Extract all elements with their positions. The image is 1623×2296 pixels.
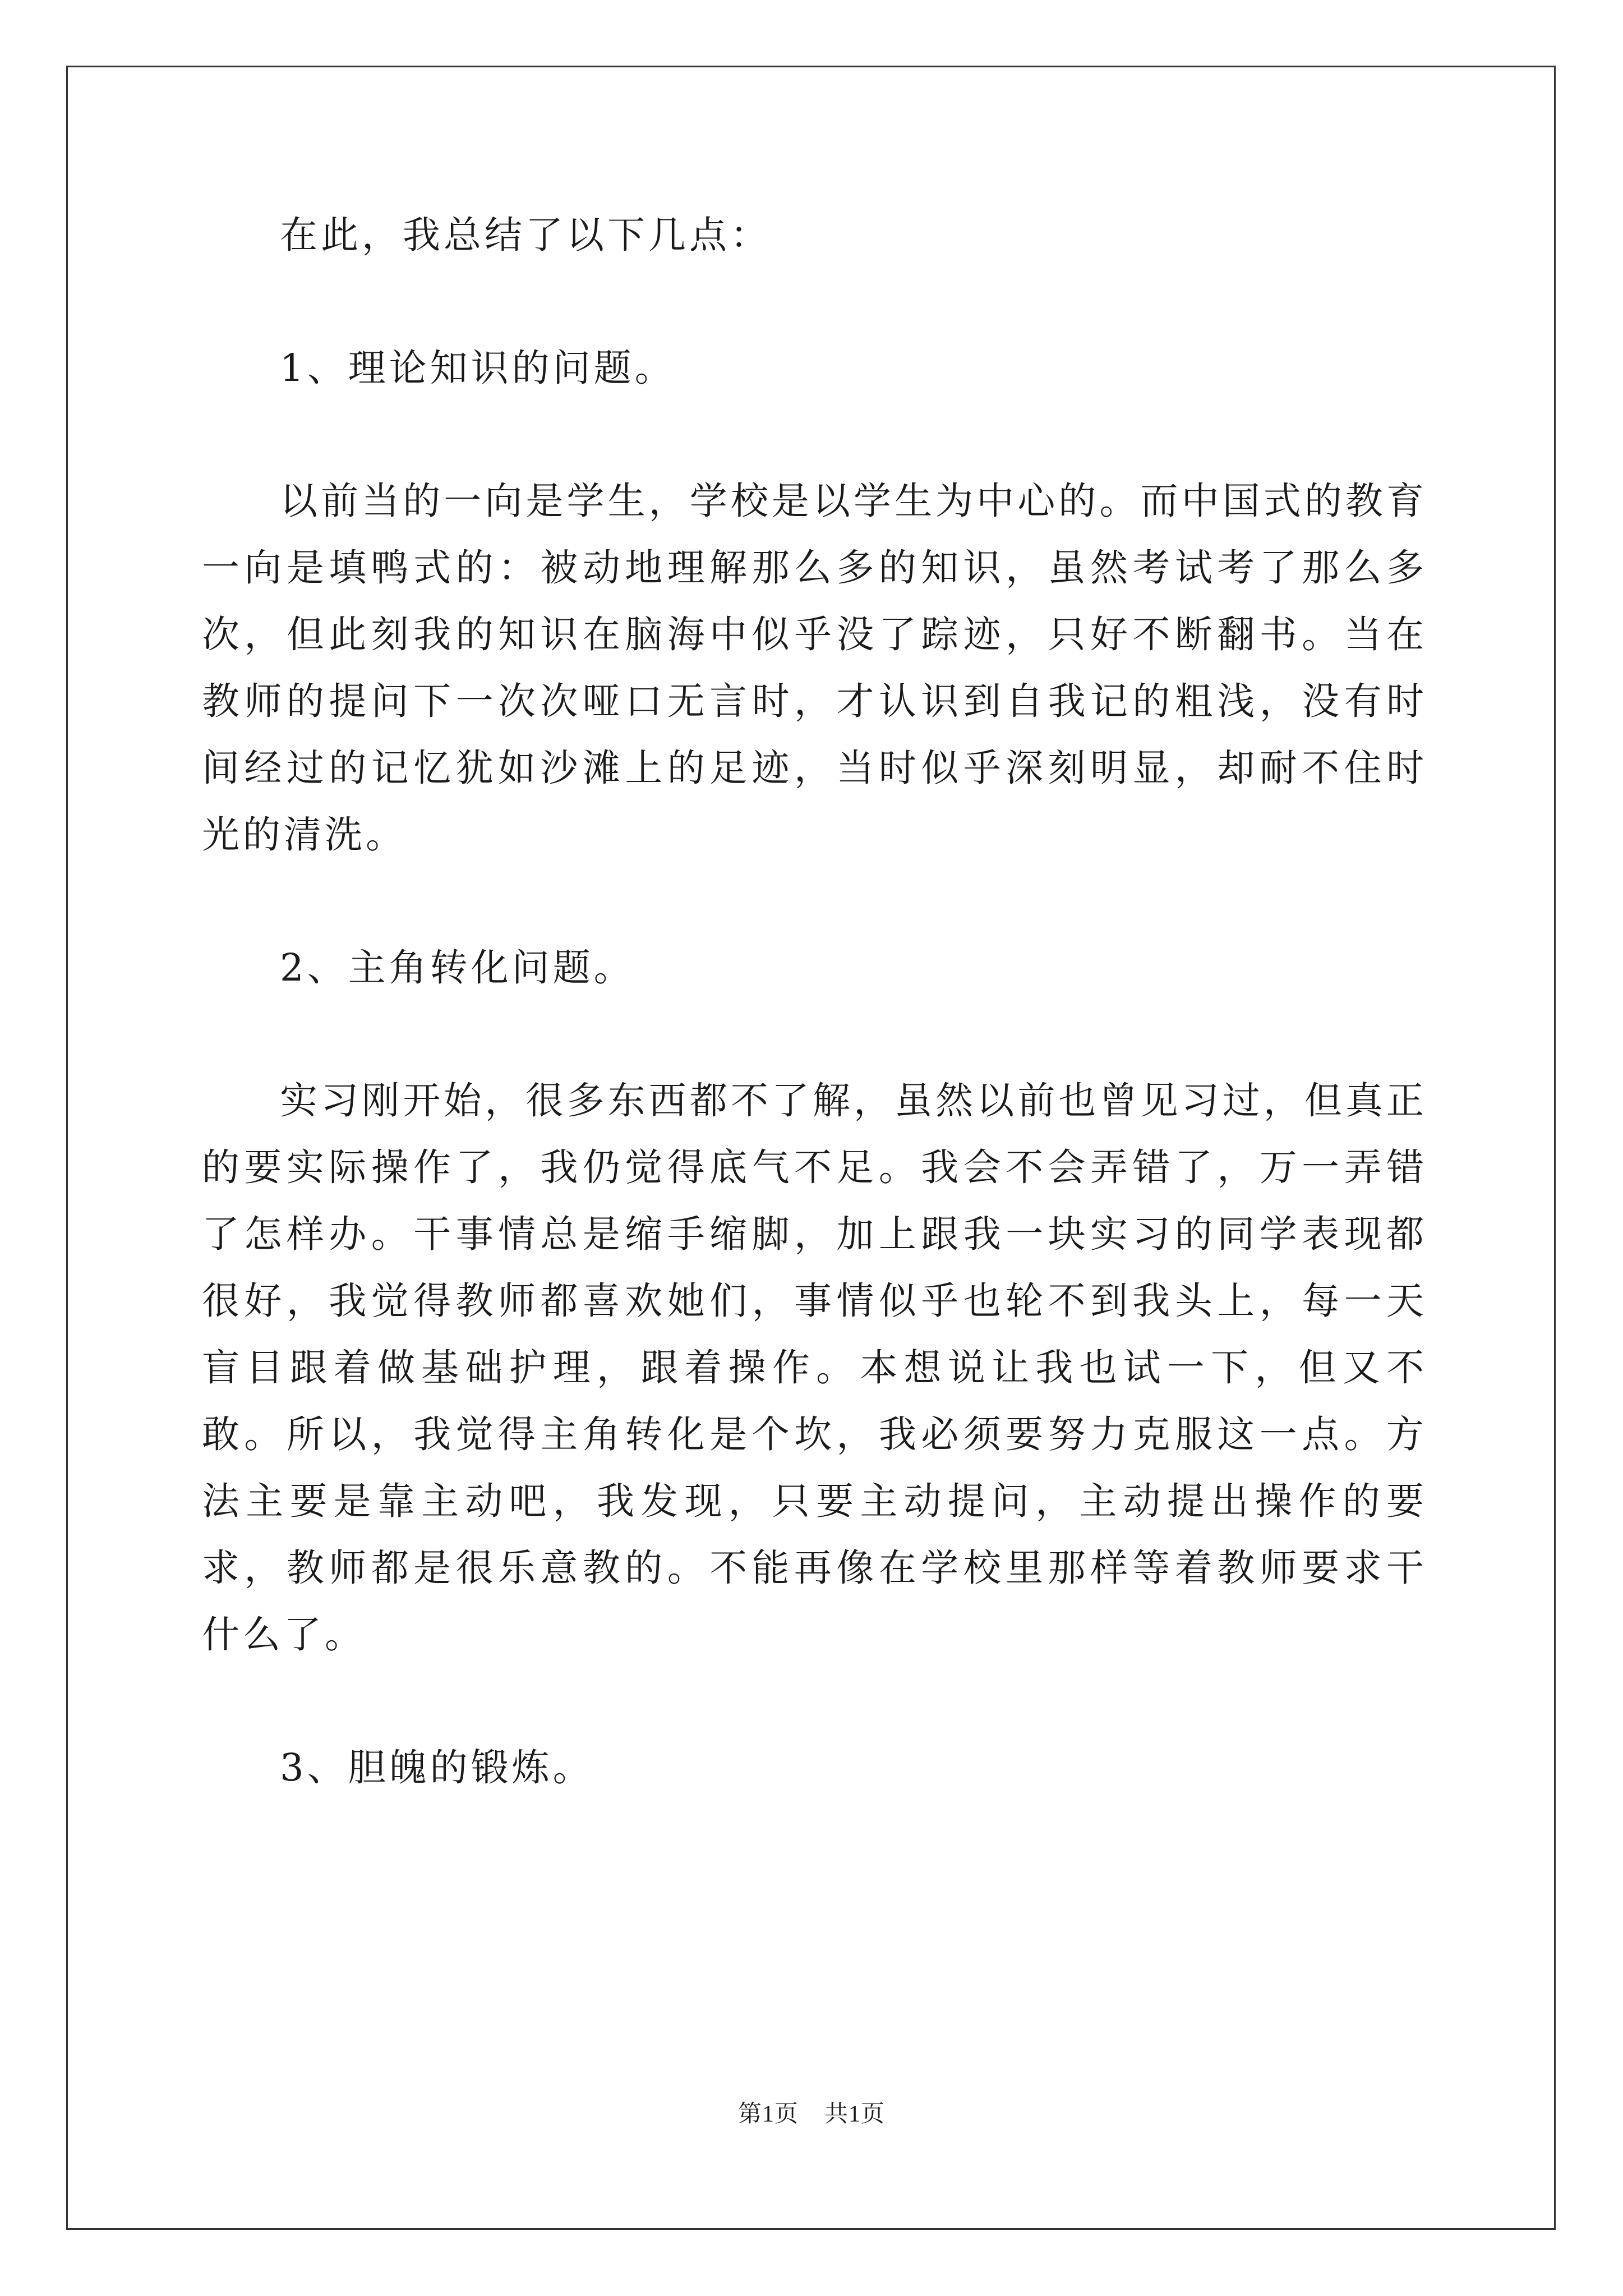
heading-courage-training: 3、胆魄的锻炼。 xyxy=(280,1746,594,1789)
paragraph-role-transition: 实习刚开始，很多东西都不了解，虽然以前也曾见习过，但真正的要实际操作了，我仍觉得底气不足。我会不会弄错了，万一弄错了怎样办。干事情总是缩手缩脚，加上跟我一块实习的同学表现都很好，我觉得教师都喜欢她们，事情似乎也轮不到我头上，每一天盲目跟着做基础护理，跟着操作。本想说让我也试一下，但又不敢。所以，我觉得主角转化是个坎，我必须要努力克服这一点。方法主要是靠主动吧，我发现，只要主动提问，主动提出操作的要求，教师都是很乐意教的。不能再像在学校里那样等着教师要求干什么了。 xyxy=(202,1079,1427,1657)
heading-theory-knowledge: 1、理论知识的问题。 xyxy=(280,346,676,390)
paragraph-theory-knowledge: 以前当的一向是学生，学校是以学生为中心的。而中国式的教育一向是填鸭式的：被动地理解那么多的知识，虽然考试考了那么多次，但此刻我的知识在脑海中似乎没了踪迹，只好不断翻书。当在教师的提问下一次次哑口无言时，才认识到自我记的粗浅，没有时间经过的记忆犹如沙滩上的足迹，当时似乎深刻明显，却耐不住时光的清洗。 xyxy=(202,479,1427,857)
document-body xyxy=(202,202,1427,1801)
page-number: 第1页 xyxy=(737,2101,799,2127)
heading-role-transition: 2、主角转化问题。 xyxy=(280,946,635,990)
page-footer xyxy=(0,2095,1623,2129)
page-total: 共1页 xyxy=(824,2101,886,2127)
paragraph-summary-intro: 在此，我总结了以下几点： xyxy=(280,213,771,257)
